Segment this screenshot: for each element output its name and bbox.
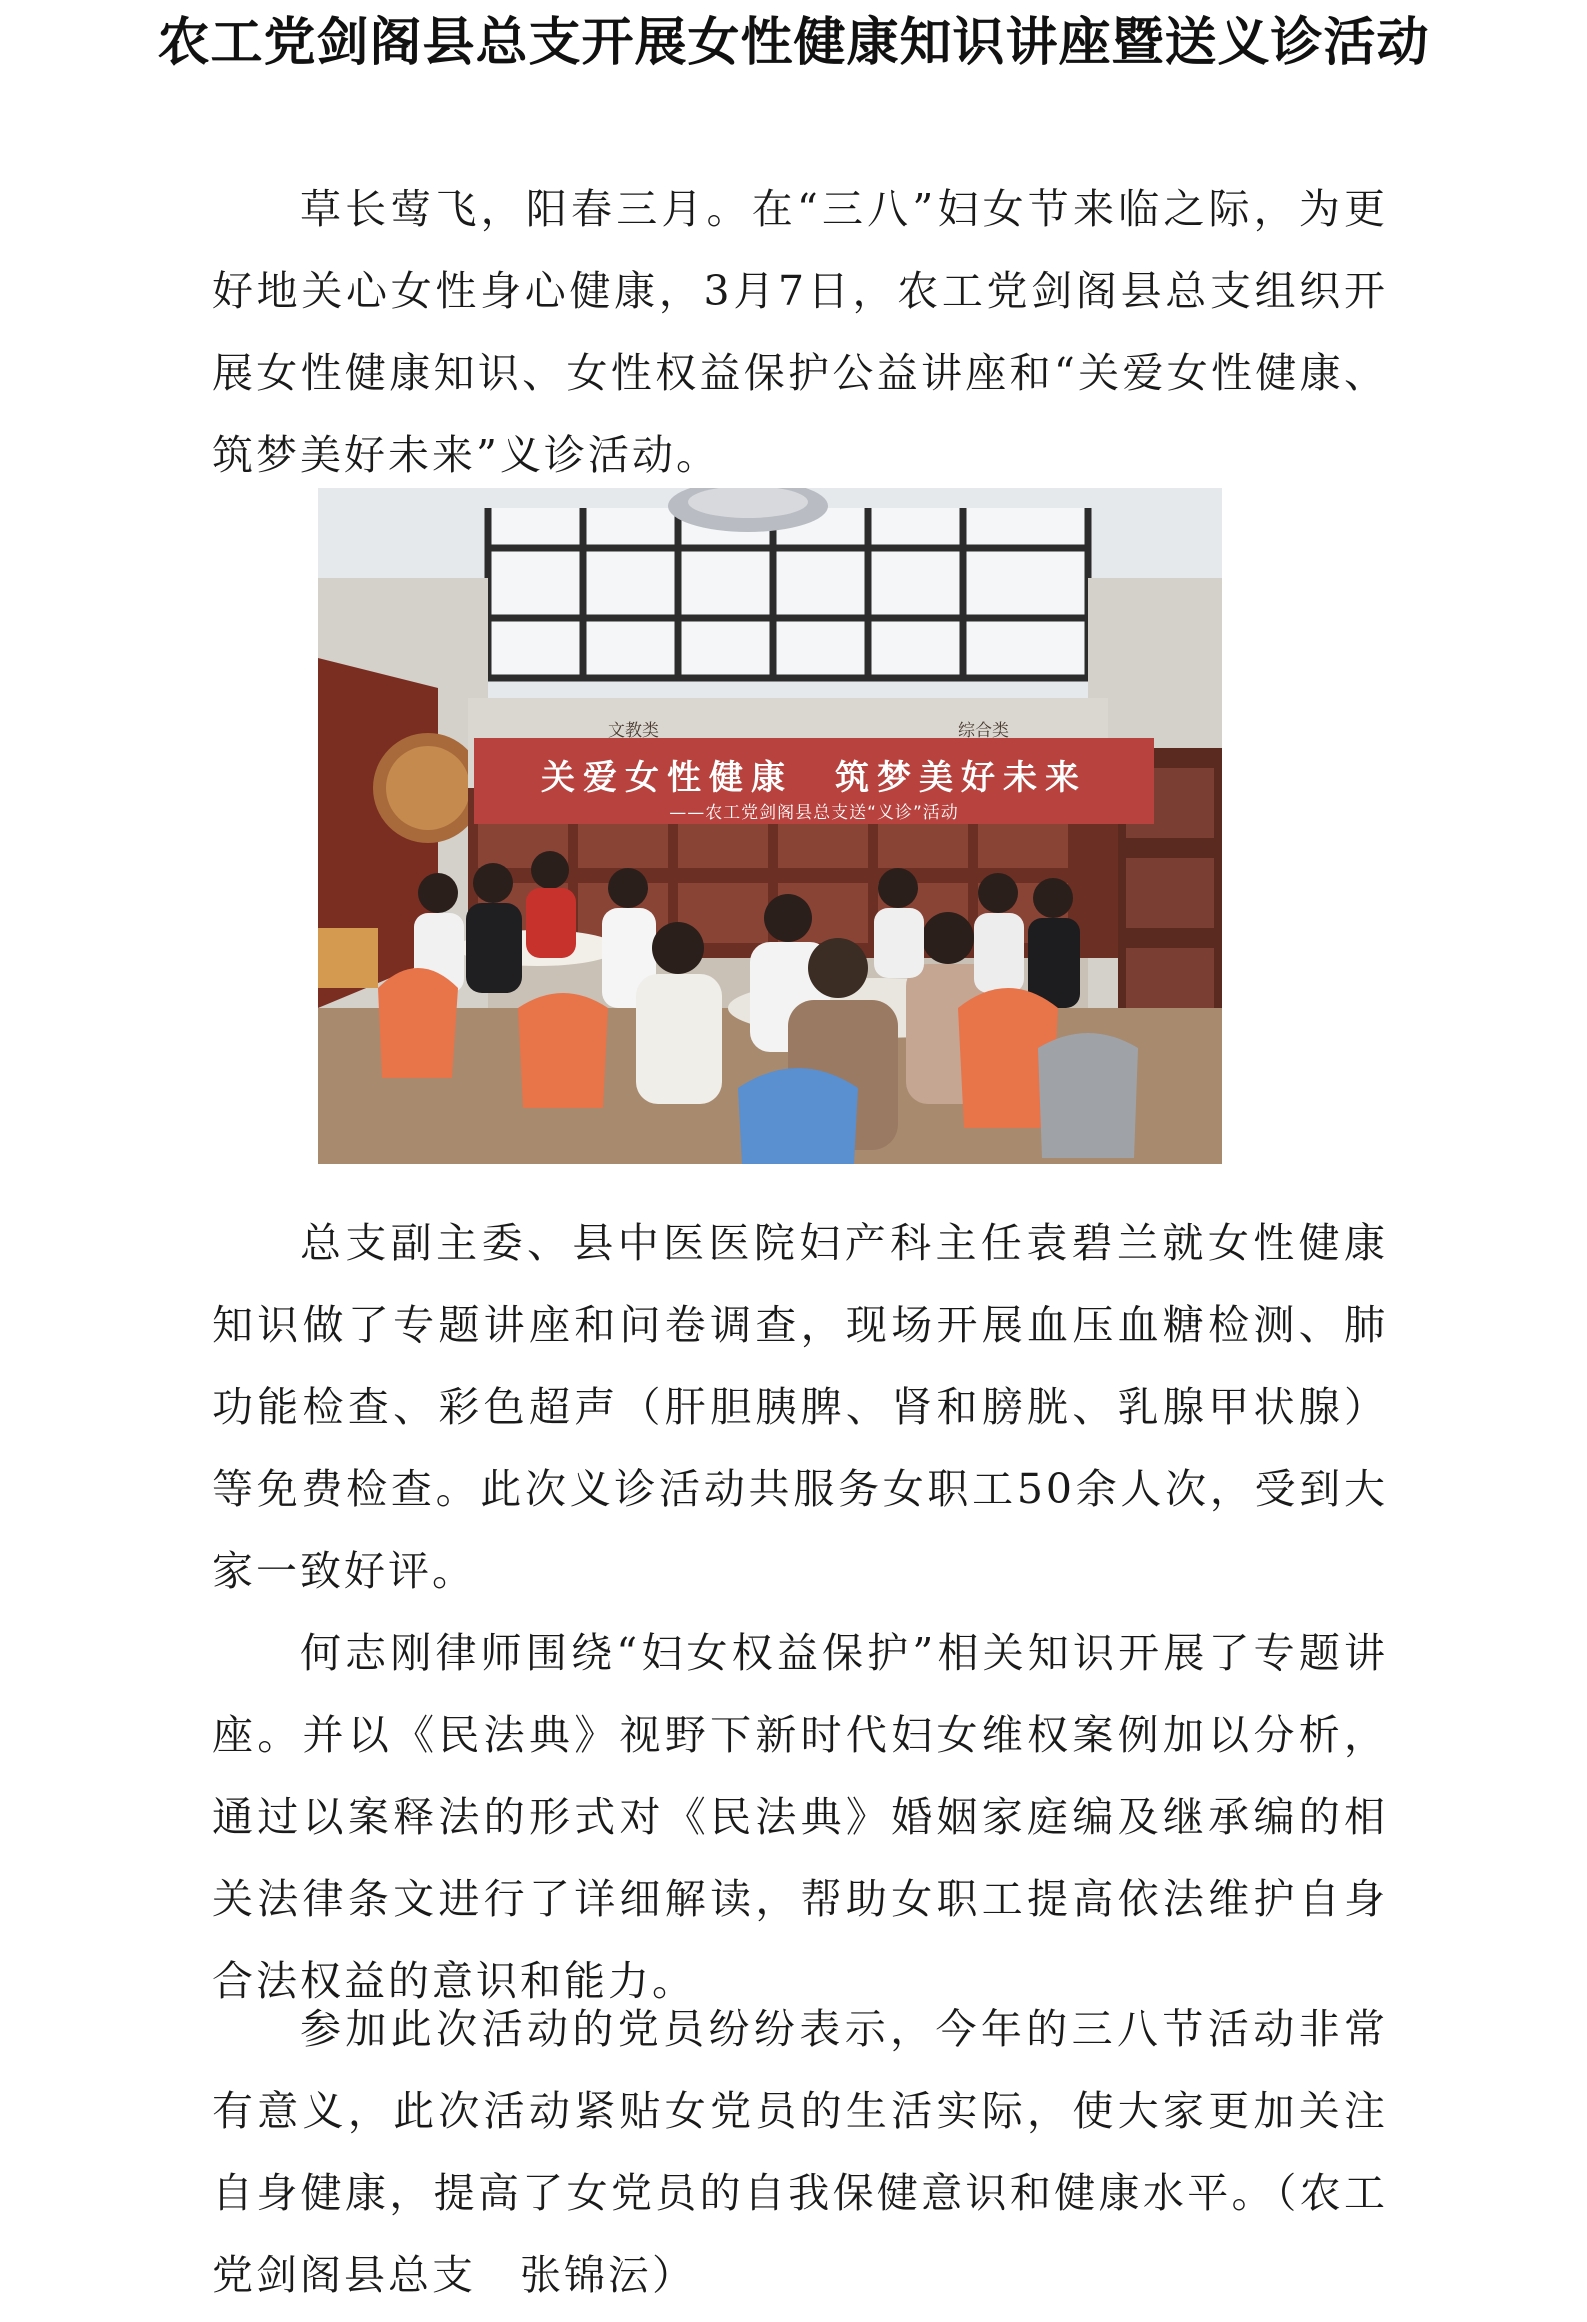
article-title: 农工党剑阁县总支开展女性健康知识讲座暨送义诊活动 xyxy=(157,13,1430,73)
banner-sub-text: ——农工党剑阁县总支送“义诊”活动 xyxy=(669,803,959,823)
paragraph-lecture: 何志刚律师围绕“妇女权益保护”相关知识开展了专题讲座。并以《民法典》视野下新时代妇女维权案例加以分析，通过以案释法的形式对《民法典》婚姻家庭编及继承编的相关法律条文进行了详细解读，帮助女职工提高依法维护自身合法权益的意识和能力。 xyxy=(212,1629,1388,2005)
shelf-sign-left: 文教类 xyxy=(608,721,659,741)
event-photo-illustration xyxy=(318,488,1222,1164)
banner-main-text: 关爱女性健康 筑梦美好未来 xyxy=(541,758,1087,798)
event-photo xyxy=(318,488,1222,1164)
paragraph-closing: 参加此次活动的党员纷纷表示，今年的三八节活动非常有意义，此次活动紧贴女党员的生活实际，使大家更加关注自身健康，提高了女党员的自我保健意识和健康水平。（农工党剑阁县总支 张锦沄） xyxy=(212,2005,1388,2299)
shelf-sign-right: 综合类 xyxy=(958,721,1009,741)
paragraph-intro: 草长莺飞，阳春三月。在“三八”妇女节来临之际，为更好地关心女性身心健康，3月7日，农工党剑阁县总支组织开展女性健康知识、女性权益保护公益讲座和“关爱女性健康、筑梦美好未来”义诊活动。 xyxy=(212,185,1388,479)
paragraph-clinic: 总支副主委、县中医医院妇产科主任袁碧兰就女性健康知识做了专题讲座和问卷调查，现场开展血压血糖检测、肺功能检查、彩色超声（肝胆胰脾、肾和膀胱、乳腺甲状腺）等免费检查。此次义诊活动共服务女职工50余人次，受到大家一致好评。 xyxy=(212,1219,1388,1595)
